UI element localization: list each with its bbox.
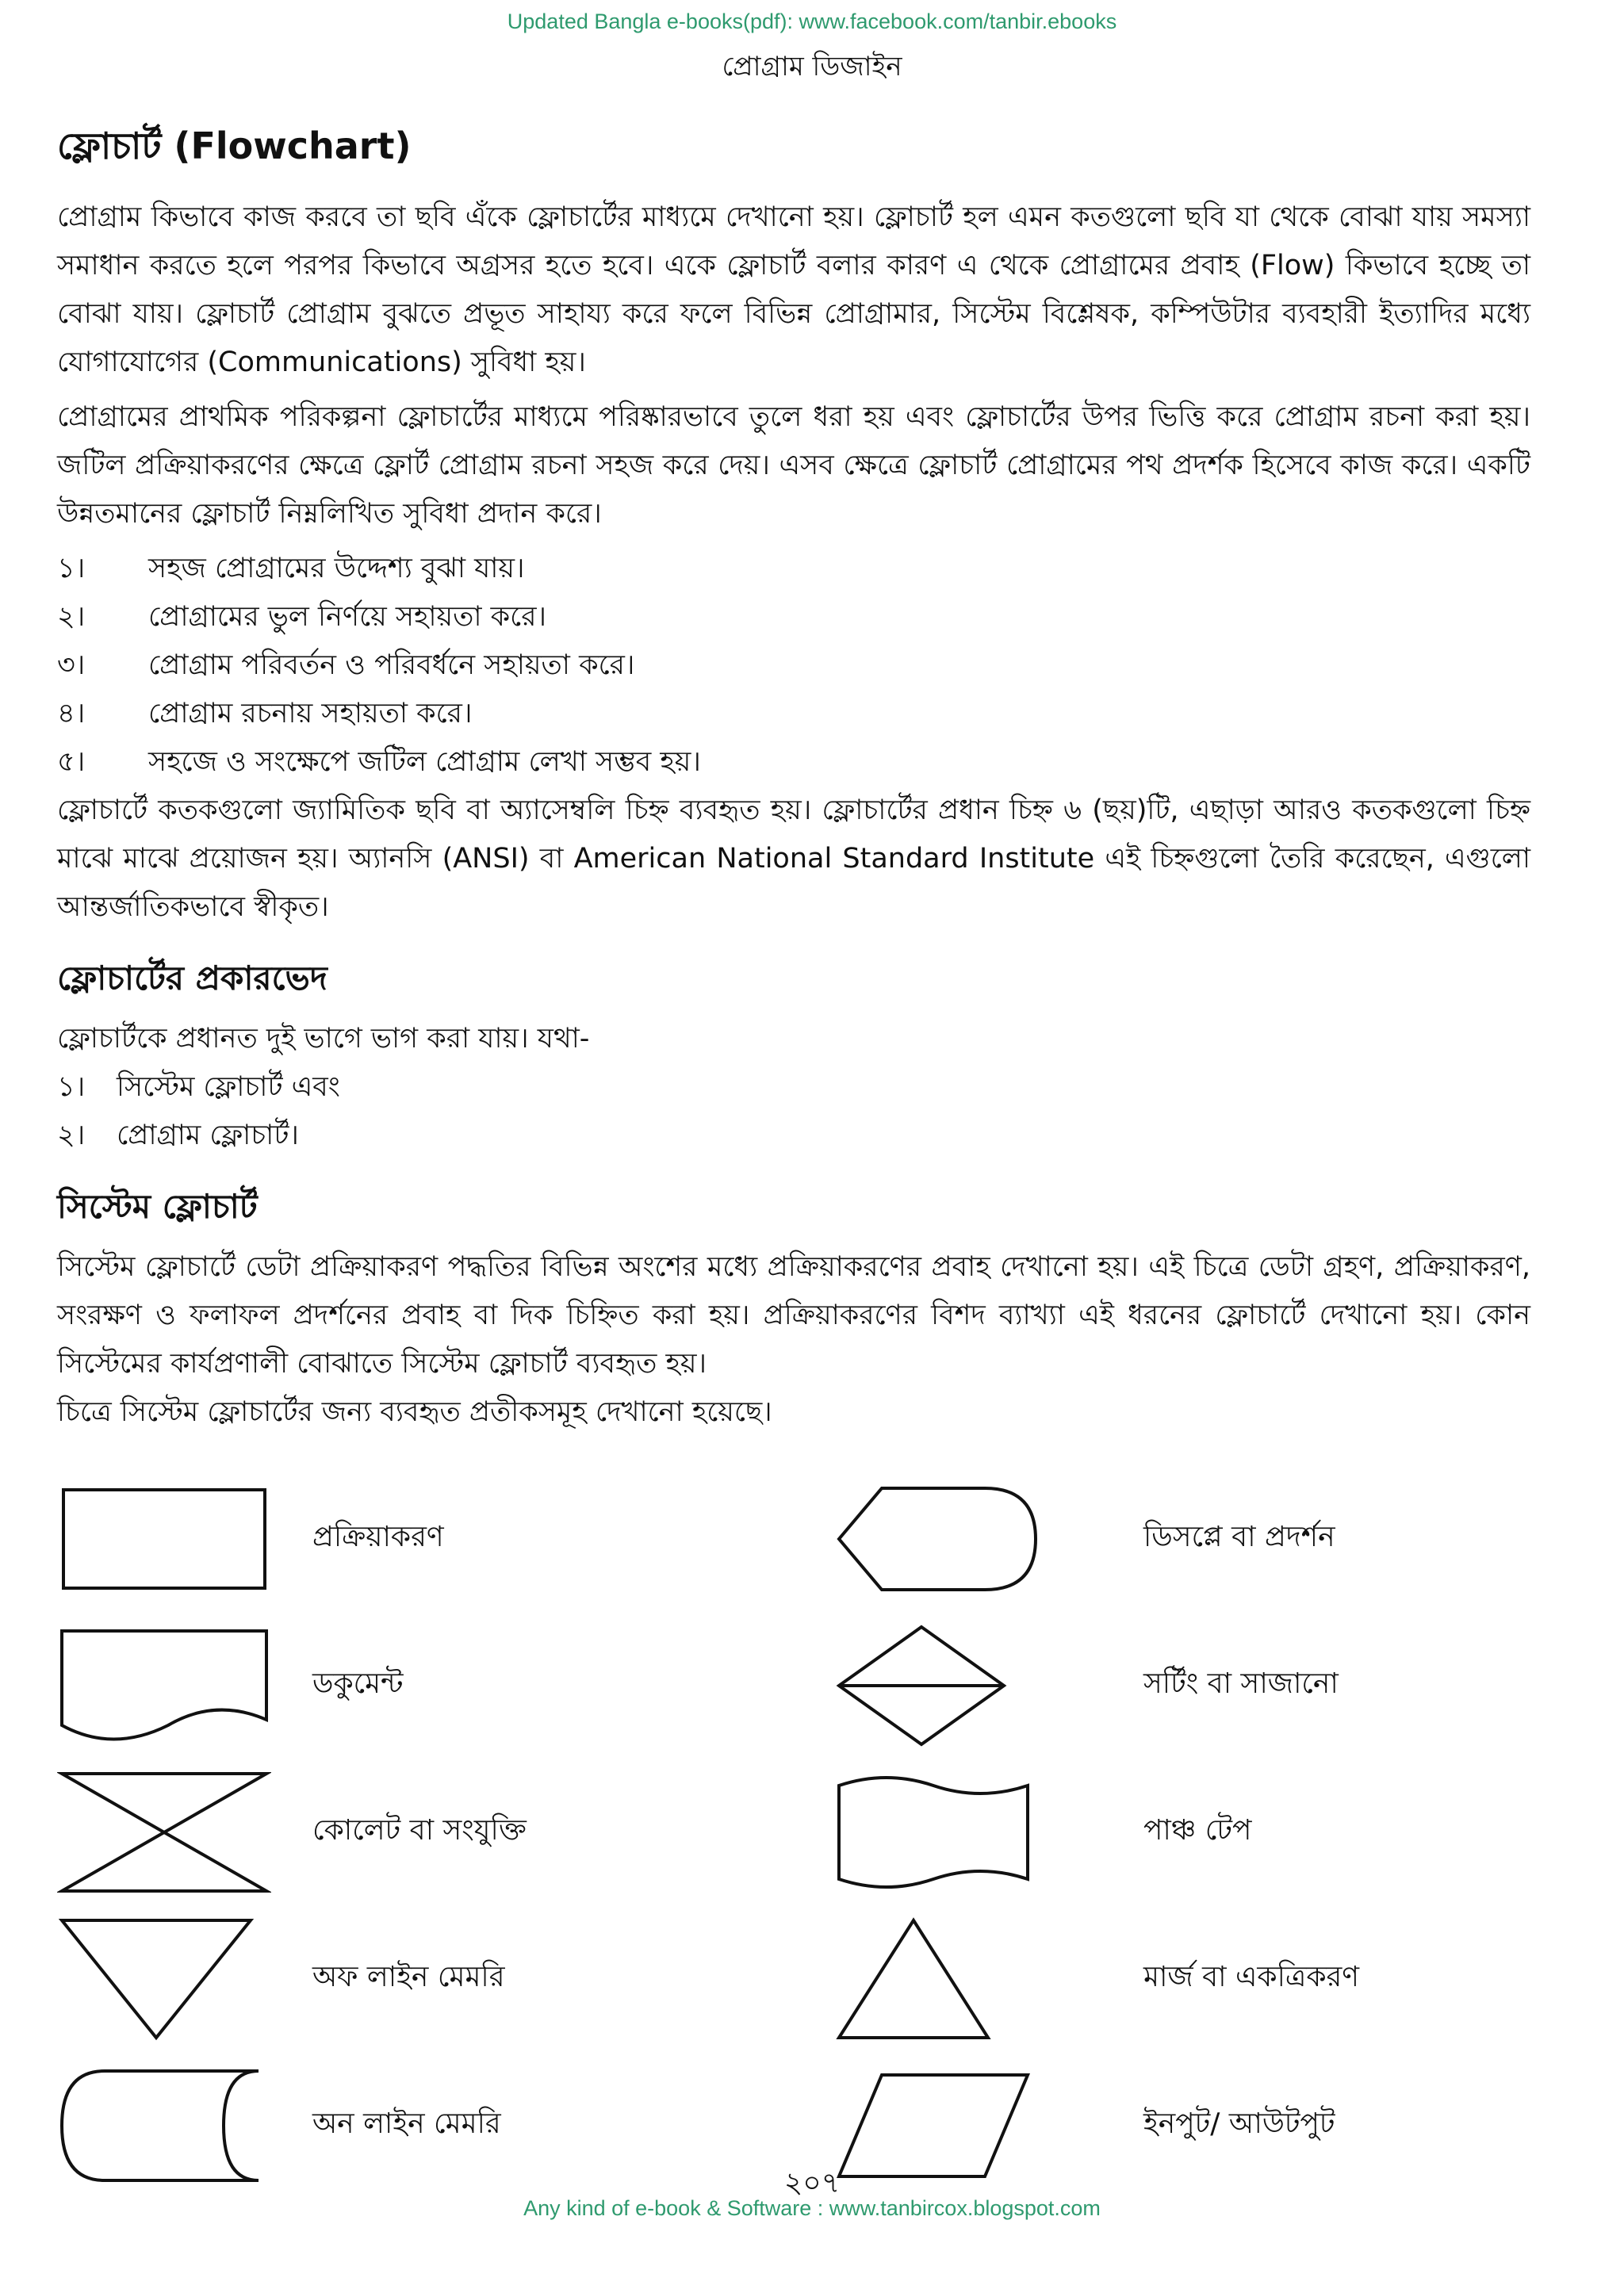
page-number: ২০৭ <box>783 2167 841 2199</box>
list-item-text: প্রোগ্রাম পরিবর্তন ও পরিবর্ধনে সহায়তা করে। <box>148 649 635 681</box>
symbol-label: অফ লাইন মেমরি <box>312 1960 505 1993</box>
list-item-number: ৫। <box>57 746 86 778</box>
symbol-entry <box>57 1618 795 1753</box>
symbol-entry <box>795 1765 1532 1900</box>
offline-storage-icon <box>57 1912 279 2046</box>
symbol-entry <box>57 1472 795 1606</box>
symbol-entry <box>57 1765 795 1900</box>
list-item-text: প্রোগ্রাম ফ্লোচার্ট। <box>117 1120 299 1151</box>
page-body <box>57 119 1530 1443</box>
symbol-entry <box>795 1618 1532 1753</box>
advantages-list <box>57 545 1530 787</box>
intro-paragraph: প্রোগ্রাম কিভাবে কাজ করবে তা ছবি এঁকে ফ্লোচার্টের মাধ্যমে দেখানো হয়। ফ্লোচার্ট হল এমন কতগুলো ছবি যা থেকে বোঝা যায় সমস্যা সমাধান করতে হলে পরপর কিভাবে অগ্রসর হতে হবে। একে ফ্লোচার্ট বলার কারণ এ থেকে প্রোগ্রামের প্রবাহ (Flow) কিভাবে হচ্ছে তা বোঝা যায়। ফ্লোচার্ট প্রোগ্রাম বুঝতে প্রভূত সাহায্য করে ফলে বিভিন্ন প্রোগ্রামার, সিস্টেম বিশ্লেষক, কম্পিউটার ব্যবহারী ইত্যাদির মধ্যে যোগাযোগের (Communications) সুবিধা হয়। <box>57 201 1531 378</box>
list-item <box>57 545 1530 593</box>
symbol-label: অন লাইন মেমরি <box>312 2107 501 2140</box>
list-item-number: ৪। <box>57 698 86 729</box>
list-item-text: প্রোগ্রামের ভুল নির্ণয়ে সহায়তা করে। <box>148 601 547 633</box>
list-item-number: ১। <box>57 553 86 584</box>
symbol-label: ডিসপ্লে বা প্রদর্শন <box>1143 1520 1335 1553</box>
collate-icon <box>57 1765 279 1900</box>
symbol-label: মার্জ বা একত্রিকরণ <box>1143 1960 1360 1993</box>
symbol-row <box>57 1905 1532 2052</box>
symbol-label: কোলেট বা সংযুক্তি <box>312 1813 527 1847</box>
top-watermark-banner: Updated Bangla e-books(pdf): www.facebook.com/tanbir.ebooks <box>507 10 1117 33</box>
document-icon <box>57 1618 279 1753</box>
list-item <box>57 641 1530 690</box>
symbol-entry <box>795 1472 1532 1606</box>
display-icon <box>795 1472 1110 1606</box>
list-item-text: সিস্টেম ফ্লোচার্ট এবং <box>117 1071 340 1103</box>
merge-icon <box>795 1912 1110 2046</box>
punched-tape-icon <box>795 1765 1110 1900</box>
symbol-entry <box>57 1912 795 2046</box>
list-item-number: ৩। <box>57 649 86 681</box>
sort-icon <box>795 1618 1110 1753</box>
system-flowchart-heading: সিস্টেম ফ্লোচার্ট <box>57 1187 258 1226</box>
types-heading: ফ্লোচার্টের প্রকারভেদ <box>57 959 327 997</box>
symbol-label: ডকুমেন্ট <box>312 1667 404 1700</box>
symbol-row <box>57 1465 1532 1612</box>
list-item-text: সহজ প্রোগ্রামের উদ্দেশ্য বুঝা যায়। <box>148 553 525 584</box>
list-item-number: ১। <box>57 1071 86 1103</box>
list-item <box>57 738 1530 787</box>
list-item-number: ২। <box>57 1120 86 1151</box>
list-item <box>57 690 1530 738</box>
list-item-text: সহজে ও সংক্ষেপে জটিল প্রোগ্রাম লেখা সম্ভব হয়। <box>148 746 701 778</box>
symbol-label: প্রক্রিয়াকরণ <box>312 1520 444 1553</box>
symbol-entry <box>795 1912 1532 2046</box>
section-title: ফ্লোচার্ট (Flowchart) <box>57 124 412 167</box>
figure-caption: চিত্রে সিস্টেম ফ্লোচার্টের জন্য ব্যবহৃত প্রতীকসমূহ দেখানো হয়েছে। <box>57 1396 772 1428</box>
system-flowchart-paragraph: সিস্টেম ফ্লোচার্টে ডেটা প্রক্রিয়াকরণ পদ্ধতির বিভিন্ন অংশের মধ্যে প্রক্রিয়াকরণের প্রবাহ দেখানো হয়। এই চিত্রে ডেটা গ্রহণ, প্রক্রিয়াকরণ, সংরক্ষণ ও ফলাফল প্রদর্শনের প্রবাহ বা দিক চিহ্নিত করা হয়। প্রক্রিয়াকরণের বিশদ ব্যাখ্যা এই ধরনের ফ্লোচার্টে দেখানো হয়। কোন সিস্টেমের কার্যপ্রণালী বোঝাতে সিস্টেম ফ্লোচার্ট ব্যবহৃত হয়। <box>57 1251 1530 1380</box>
flowchart-symbols-figure <box>57 1465 1532 2199</box>
symbol-label: পাঞ্চ টেপ <box>1143 1813 1252 1847</box>
list-item-text: প্রোগ্রাম রচনায় সহায়তা করে। <box>148 698 473 729</box>
types-list <box>57 1063 1530 1160</box>
list-item-number: ২। <box>57 601 86 633</box>
types-intro: ফ্লোচার্টকে প্রধানত দুই ভাগে ভাগ করা যায়। যথা- <box>57 1023 590 1055</box>
running-head: প্রোগ্রাম ডিজাইন <box>722 51 902 82</box>
symbol-row <box>57 1612 1532 1759</box>
symbol-row <box>57 1759 1532 1905</box>
bottom-watermark-banner: Any kind of e-book & Software : www.tanbircox.blogspot.com <box>523 2196 1101 2220</box>
list-item <box>57 593 1530 641</box>
symbols-paragraph: ফ্লোচার্টে কতকগুলো জ্যামিতিক ছবি বা অ্যাসেম্বলি চিহ্ন ব্যবহৃত হয়। ফ্লোচার্টের প্রধান চিহ্ন ৬ (ছয়)টি, এছাড়া আরও কতকগুলো চিহ্ন মাঝে মাঝে প্রয়োজন হয়। অ্যানসি (ANSI) বা American National Standard Institute এই চিহ্নগুলো তৈরি করেছেন, এগুলো আন্তর্জাতিকভাবে স্বীকৃত। <box>57 794 1530 923</box>
list-item <box>57 1063 1530 1112</box>
process-rectangle-icon <box>57 1472 279 1606</box>
symbol-label: ইনপুট/ আউটপুট <box>1143 2107 1335 2140</box>
planning-paragraph: প্রোগ্রামের প্রাথমিক পরিকল্পনা ফ্লোচার্টের মাধ্যমে পরিষ্কারভাবে তুলে ধরা হয় এবং ফ্লোচার্টের উপর ভিত্তি করে প্রোগ্রাম রচনা করা হয়। জটিল প্রক্রিয়াকরণের ক্ষেত্রে ফ্লোর্ট প্রোগ্রাম রচনা সহজ করে দেয়। এসব ক্ষেত্রে ফ্লোচার্ট প্রোগ্রামের পথ প্রদর্শক হিসেবে কাজ করে। একটি উন্নতমানের ফ্লোচার্ট নিম্নলিখিত সুবিধা প্রদান করে। <box>57 401 1530 530</box>
symbol-label: সর্টিং বা সাজানো <box>1143 1667 1339 1700</box>
list-item <box>57 1112 1530 1160</box>
